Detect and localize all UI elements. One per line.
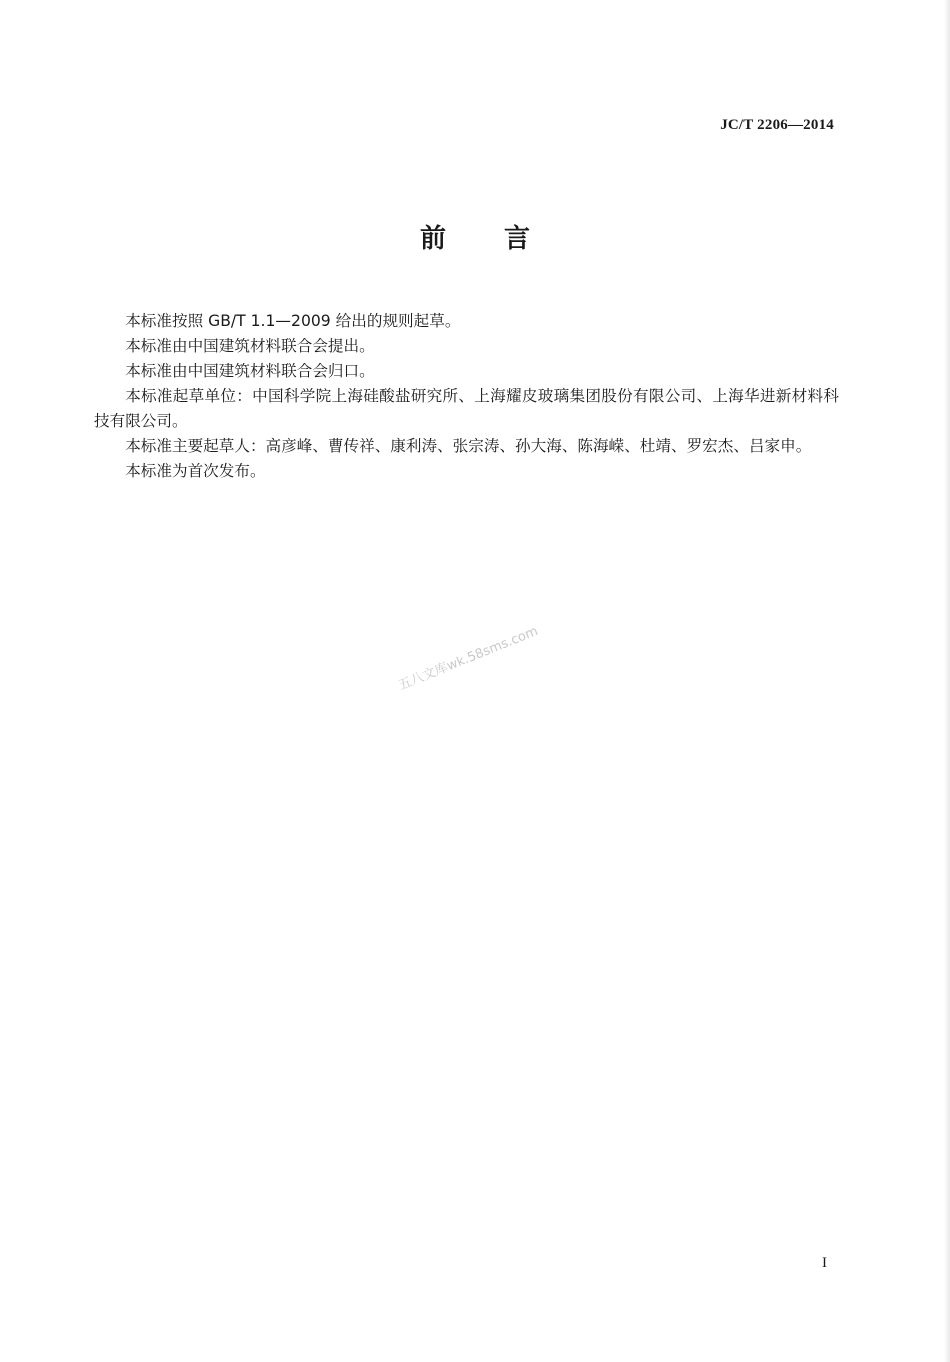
paragraph-proposer: 本标准由中国建筑材料联合会提出。 <box>125 337 375 355</box>
watermark: 五八文库wk.58sms.com <box>396 623 541 694</box>
title-char-1: 前 <box>419 224 446 254</box>
paragraph-drafters: 本标准主要起草人：高彦峰、曹传祥、康利涛、张宗涛、孙大海、陈海嵘、杜靖、罗宏杰、吕家申。 <box>125 437 812 455</box>
paragraph-first-issue: 本标准为首次发布。 <box>125 462 266 480</box>
page-edge-shadow <box>944 0 950 1362</box>
foreword-body <box>94 309 839 484</box>
standard-code: JC/T 2206—2014 <box>720 117 834 133</box>
paragraph-drafting-units: 本标准起草单位：中国科学院上海硅酸盐研究所、上海耀皮玻璃集团股份有限公司、上海华进新材料科技有限公司。 <box>94 387 839 430</box>
paragraph-administrator: 本标准由中国建筑材料联合会归口。 <box>125 362 375 380</box>
page-title <box>0 218 950 255</box>
title-char-2: 言 <box>504 224 531 254</box>
paragraph-drafting-rules: 本标准按照 GB/T 1.1—2009 给出的规则起草。 <box>125 312 461 330</box>
page-number: I <box>822 1255 827 1271</box>
